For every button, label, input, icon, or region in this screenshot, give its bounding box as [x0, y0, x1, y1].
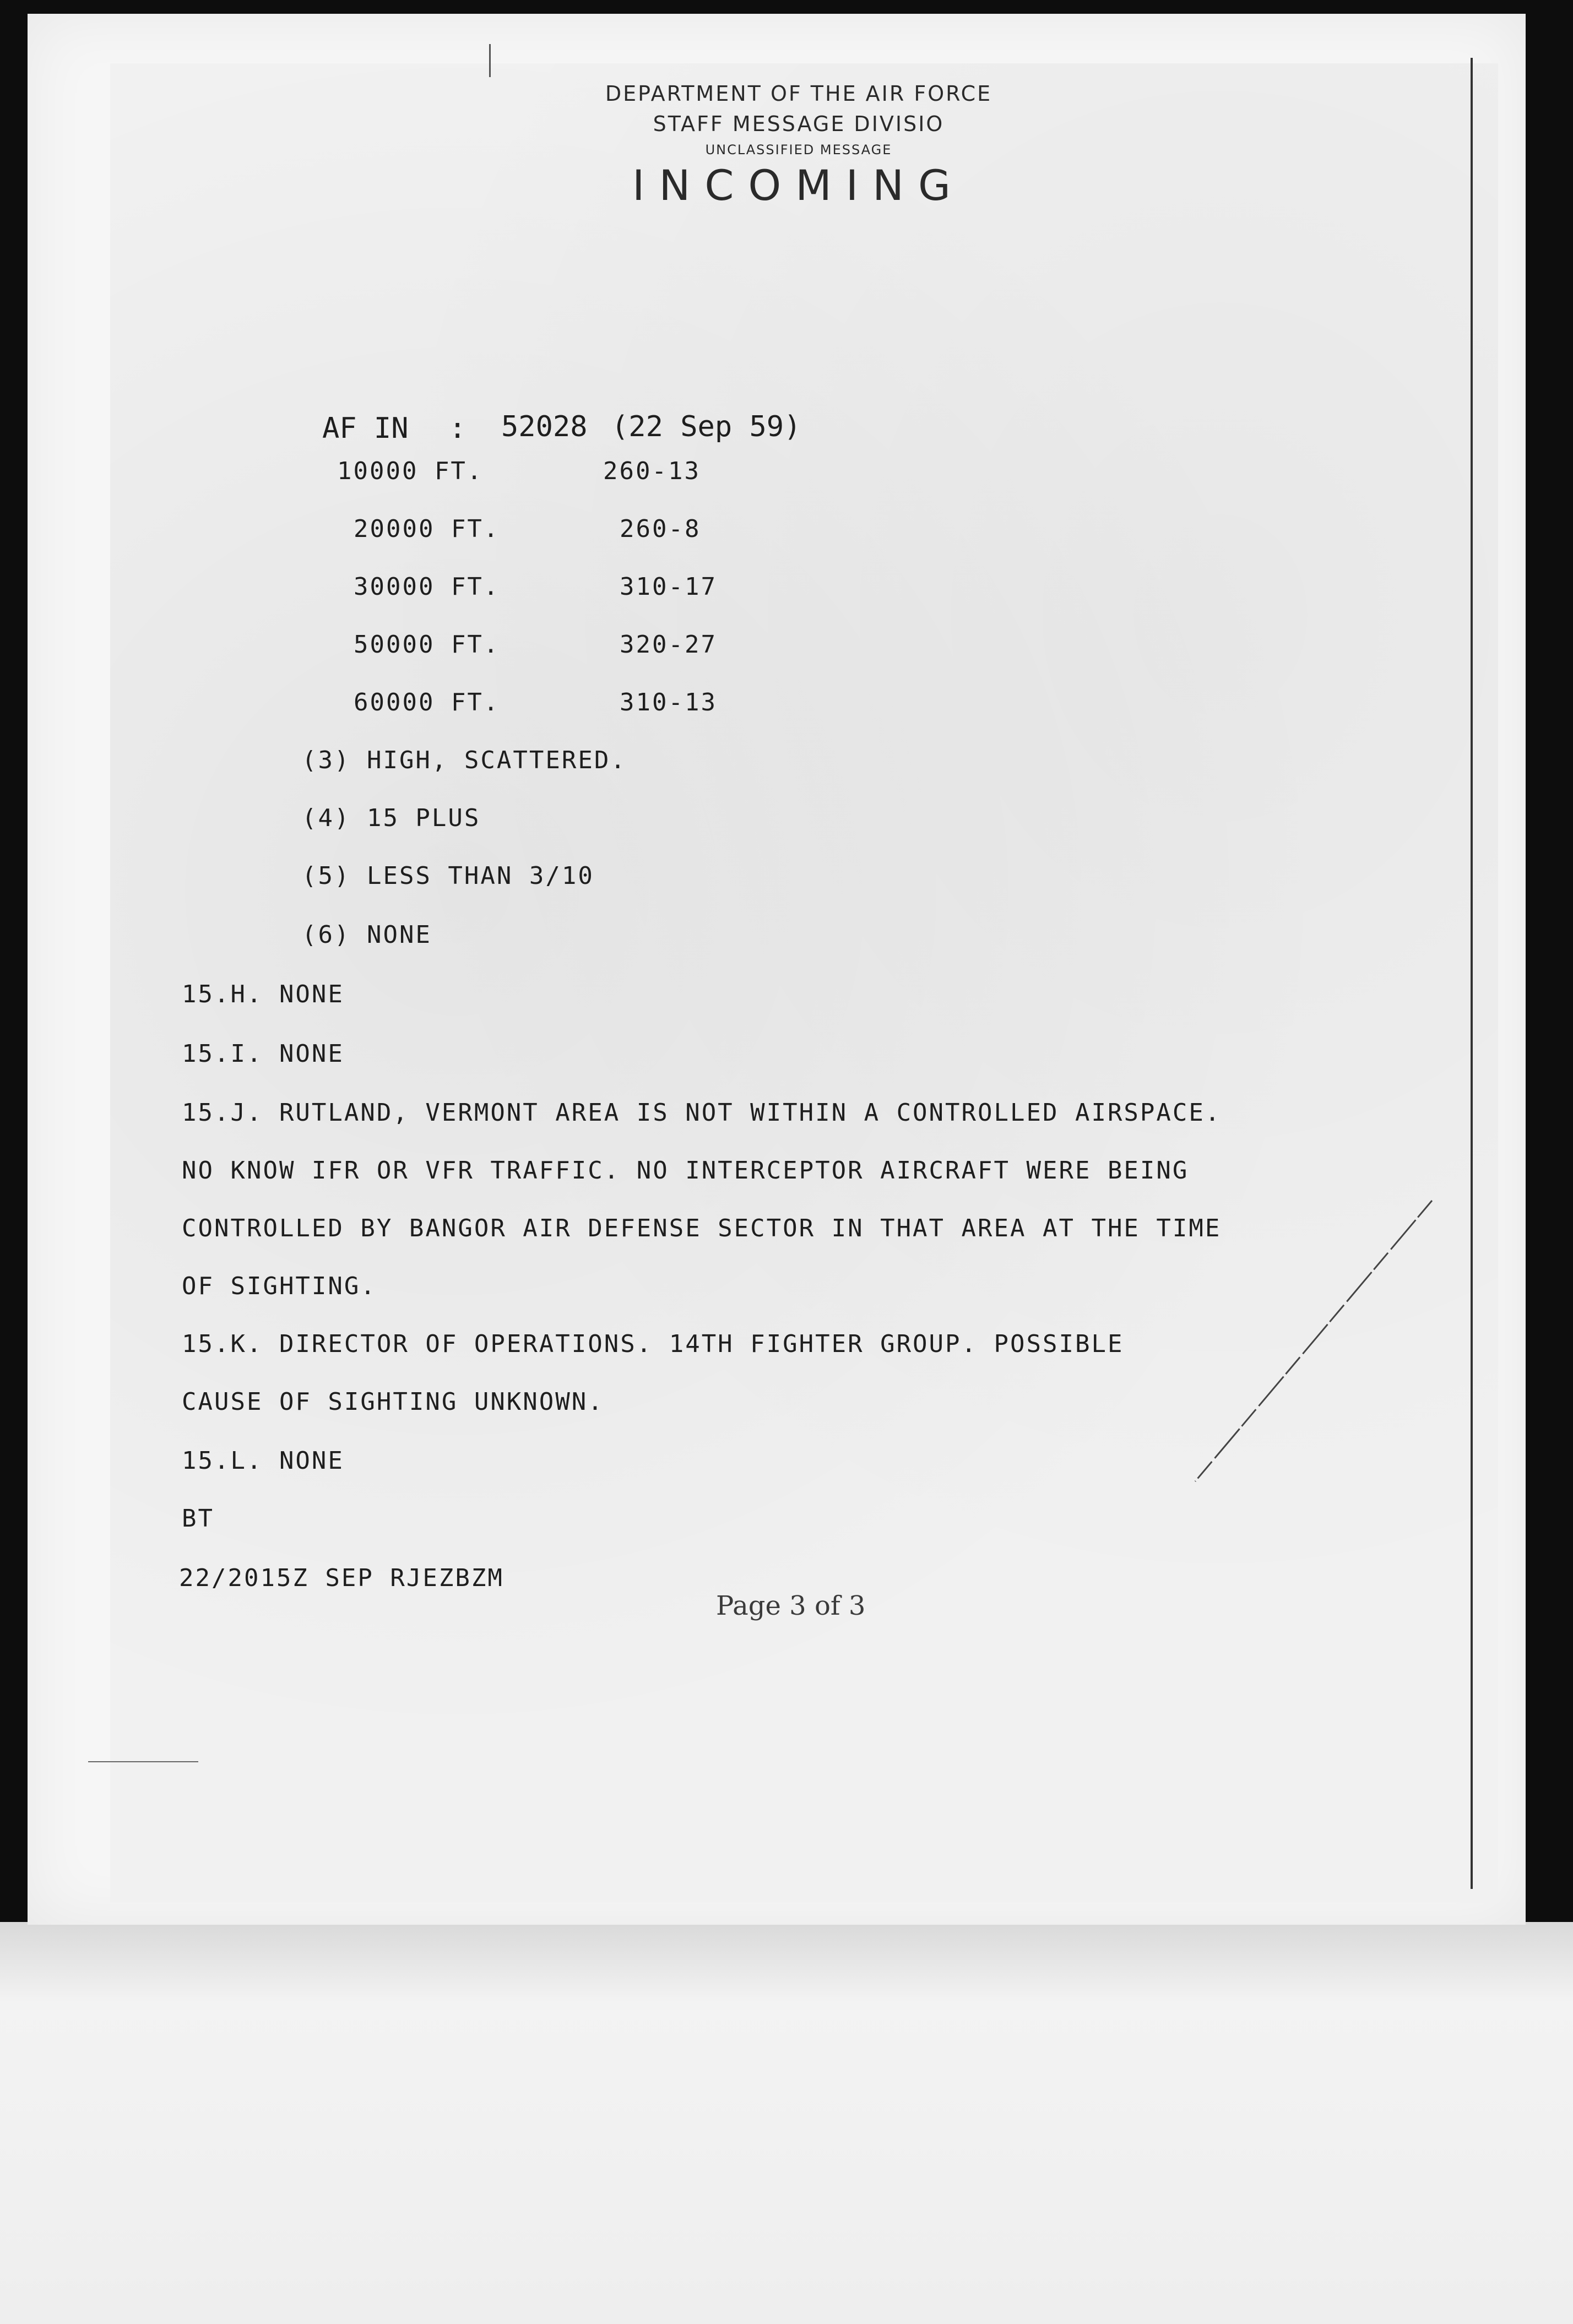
- paragraph-15k-line2: CAUSE OF SIGHTING UNKNOWN.: [182, 1388, 604, 1416]
- wind-value: 310-13: [620, 688, 717, 716]
- pen-stroke: [1184, 1184, 1460, 1492]
- wind-altitude: 50000 FT.: [354, 631, 500, 659]
- item-4: (4) 15 PLUS: [302, 804, 481, 832]
- item-5: (5) LESS THAN 3/10: [302, 862, 594, 890]
- wind-value: 310-17: [620, 573, 717, 601]
- af-in-date: (22 Sep 59): [611, 410, 801, 443]
- department-heading: DEPARTMENT OF THE AIR FORCE: [605, 82, 992, 106]
- af-in-number: 52028: [501, 410, 588, 443]
- paragraph-15j-line2: NO KNOW IFR OR VFR TRAFFIC. NO INTERCEPTOR AIRCRAFT WERE BEING: [182, 1156, 1189, 1185]
- item-6: (6) NONE: [302, 921, 432, 949]
- wind-altitude: 60000 FT.: [354, 688, 500, 716]
- paragraph-15j-line1: 15.J. RUTLAND, VERMONT AREA IS NOT WITHIN A CONTROLLED AIRSPACE.: [182, 1099, 1222, 1127]
- bottom-border-line: [88, 1761, 198, 1762]
- top-mark: [489, 44, 491, 77]
- right-border-line: [1471, 58, 1473, 1889]
- paragraph-15k-line1: 15.K. DIRECTOR OF OPERATIONS. 14TH FIGHTER GROUP. POSSIBLE: [182, 1330, 1124, 1358]
- classification-label: UNCLASSIFIED MESSAGE: [705, 142, 892, 158]
- wind-altitude: 20000 FT.: [354, 515, 500, 543]
- paragraph-15l: 15.L. NONE: [182, 1447, 344, 1475]
- wind-value: 260-8: [620, 515, 701, 543]
- date-time-group: 22/2015Z SEP RJEZBZM: [179, 1564, 504, 1592]
- paragraph-15h: 15.H. NONE: [182, 980, 344, 1008]
- wind-altitude: 30000 FT.: [354, 573, 500, 601]
- document-sheet: [28, 14, 1526, 1925]
- wind-value: 260-13: [603, 457, 701, 485]
- bt-marker: BT: [182, 1505, 214, 1533]
- paragraph-15i: 15.I. NONE: [182, 1040, 344, 1068]
- af-in-label: AF IN: [322, 412, 409, 445]
- staff-division-heading: STAFF MESSAGE DIVISIO: [653, 112, 945, 136]
- af-in-colon: :: [449, 412, 467, 445]
- item-3: (3) HIGH, SCATTERED.: [302, 746, 627, 774]
- wind-altitude: 10000 FT.: [337, 457, 484, 485]
- pen-stroke-line: [1195, 1201, 1432, 1481]
- paragraph-15j-line4: OF SIGHTING.: [182, 1272, 377, 1300]
- page-number: Page 3 of 3: [716, 1590, 866, 1621]
- paragraph-15j-line3: CONTROLLED BY BANGOR AIR DEFENSE SECTOR IN THAT AREA AT THE TIME: [182, 1214, 1222, 1242]
- wind-value: 320-27: [620, 631, 717, 659]
- incoming-title: INCOMING: [632, 161, 965, 210]
- lower-margin: [0, 1922, 1573, 2324]
